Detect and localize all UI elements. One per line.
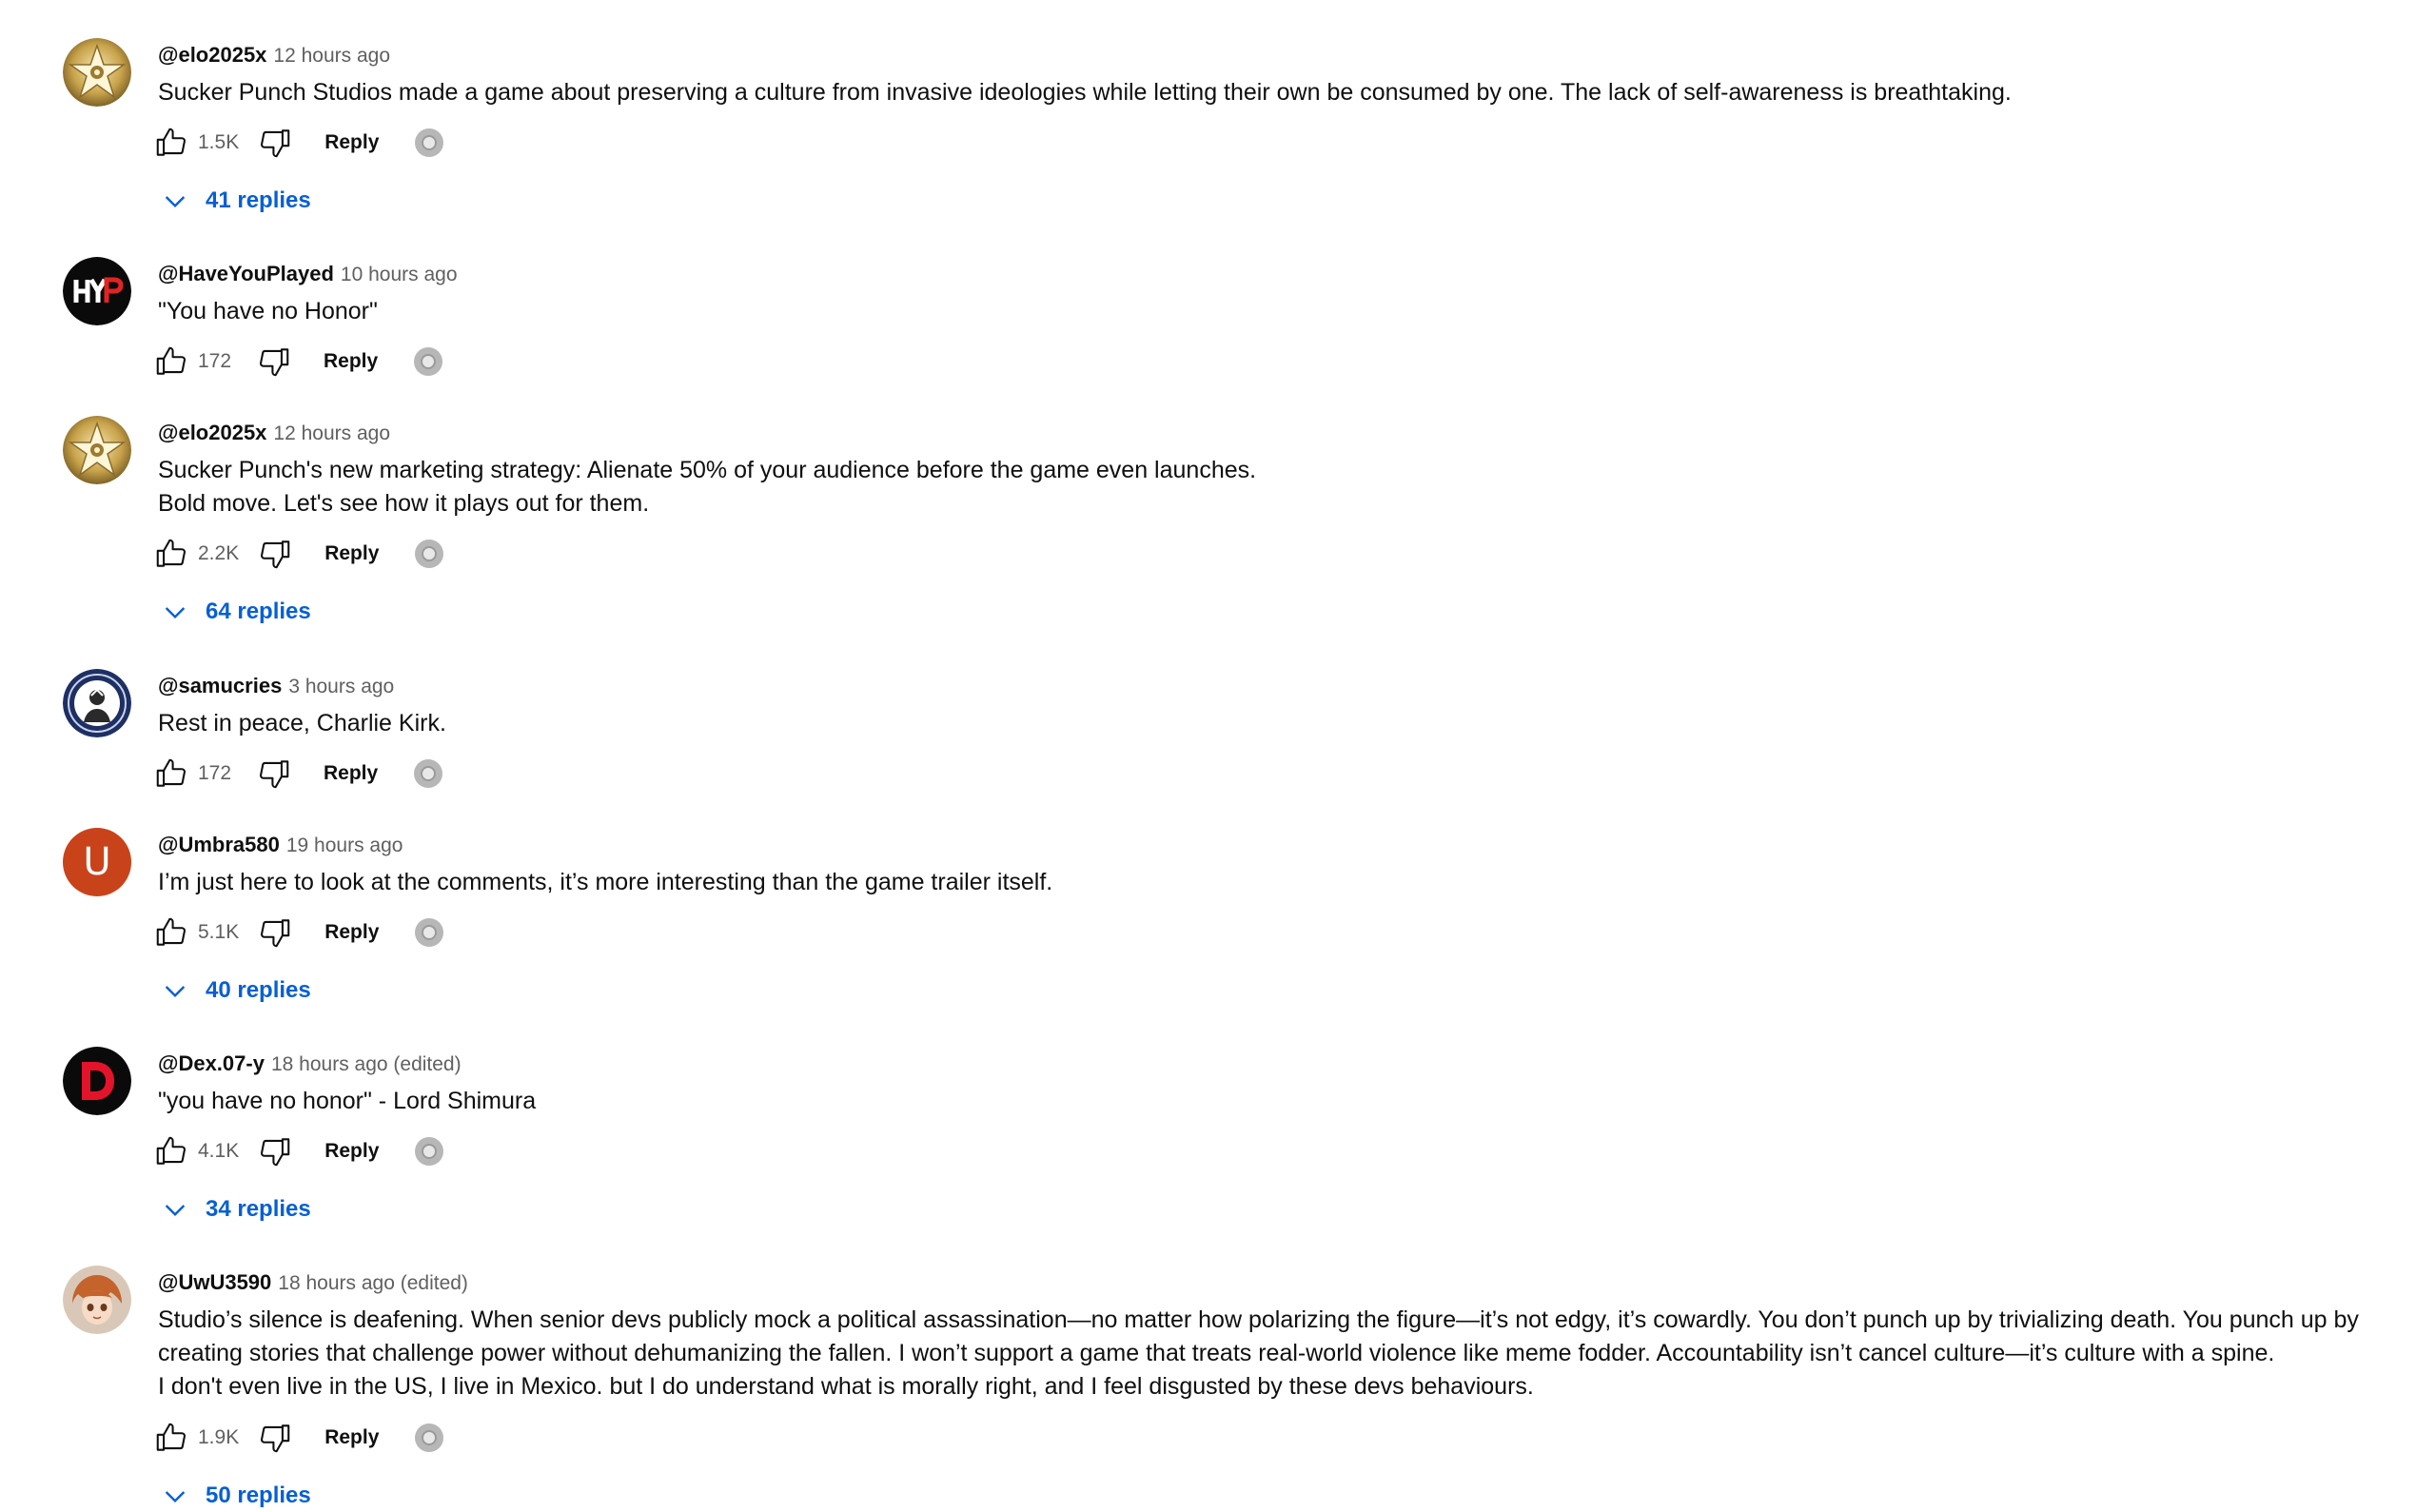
comment-text: [158, 1085, 2432, 1118]
comment-actions: [148, 338, 442, 385]
comment-author[interactable]: @Umbra580: [158, 833, 280, 856]
view-replies-button[interactable]: [160, 1477, 311, 1512]
blue-seal-portrait-icon: [63, 669, 131, 737]
thumb-down-icon: [257, 914, 293, 951]
dislike-button[interactable]: [252, 1129, 298, 1174]
creator-heart-icon: [415, 918, 443, 947]
comment-text-line: "You have no Honor": [158, 298, 378, 324]
like-button[interactable]: [148, 751, 194, 796]
comment-text-line: Sucker Punch Studios made a game about preserving a culture from invasive ideologies while letting their own be consumed by one. The lack of self-awareness is breathtaking.: [158, 79, 2012, 106]
comment-text-line: "you have no honor" - Lord Shimura: [158, 1088, 537, 1114]
creator-heart-icon: [415, 1137, 443, 1166]
view-replies-button[interactable]: [160, 182, 311, 220]
reply-button[interactable]: Reply: [324, 921, 380, 943]
like-button[interactable]: [148, 120, 194, 166]
thumb-up-icon: [153, 914, 189, 951]
like-count: 4.1K: [198, 1140, 240, 1162]
chevron-down-icon: [160, 975, 190, 1006]
chevron-down-icon: [160, 597, 190, 627]
comment-timestamp[interactable]: 10 hours ago: [340, 264, 458, 285]
comment-actions: [148, 750, 442, 797]
thumb-up-icon: [153, 344, 189, 380]
reply-button[interactable]: Reply: [324, 1140, 380, 1162]
dislike-button[interactable]: [252, 1415, 298, 1461]
creator-heart-icon: [415, 128, 443, 157]
dislike-button[interactable]: [252, 910, 298, 955]
avatar[interactable]: [63, 38, 131, 107]
avatar[interactable]: [63, 828, 131, 896]
replies-count: 64 replies: [206, 599, 311, 624]
thumb-down-icon: [257, 1420, 293, 1456]
comment-author[interactable]: @elo2025x: [158, 43, 267, 67]
comment-author[interactable]: @HaveYouPlayed: [158, 262, 334, 285]
reply-button[interactable]: Reply: [324, 542, 380, 564]
comment-text: [158, 1304, 2432, 1404]
comment-text: [158, 454, 2432, 520]
comment-timestamp[interactable]: 12 hours ago: [273, 422, 391, 444]
replies-count: 50 replies: [206, 1483, 311, 1508]
red-d-logo-icon: [63, 1047, 131, 1115]
comment-actions: [148, 1128, 443, 1175]
avatar[interactable]: [63, 416, 131, 484]
thumb-down-icon: [257, 1133, 293, 1169]
dislike-button[interactable]: [252, 120, 298, 166]
letter-avatar: U: [63, 828, 131, 896]
comment-actions: [148, 1414, 443, 1462]
dislike-button[interactable]: [252, 531, 298, 577]
comment-timestamp[interactable]: 18 hours ago (edited): [270, 1053, 462, 1075]
thumb-up-icon: [153, 1133, 189, 1169]
chevron-down-icon: [160, 186, 190, 216]
replies-count: 40 replies: [206, 977, 311, 1003]
avatar[interactable]: [63, 669, 131, 737]
like-count: 1.9K: [198, 1426, 240, 1448]
like-count: 172: [198, 350, 232, 372]
reply-button[interactable]: Reply: [324, 350, 379, 372]
reply-button[interactable]: Reply: [324, 762, 379, 784]
golden-star-emblem-icon: [63, 416, 131, 484]
comment-text: [158, 76, 2432, 109]
like-count: 2.2K: [198, 542, 240, 564]
comment-text-line: Sucker Punch's new marketing strategy: Alienate 50% of your audience before the game even launches.: [158, 457, 1257, 483]
comment-text: [158, 295, 2432, 328]
comment-timestamp[interactable]: 3 hours ago: [288, 676, 395, 697]
like-button[interactable]: [148, 910, 194, 955]
comment-actions: [148, 909, 443, 956]
creator-heart-icon: [414, 759, 442, 788]
creator-heart-icon: [415, 540, 443, 568]
avatar[interactable]: [63, 1047, 131, 1115]
thumb-down-icon: [256, 344, 292, 380]
thumb-up-icon: [153, 756, 189, 792]
thumb-up-icon: [153, 1420, 189, 1456]
replies-count: 41 replies: [206, 187, 311, 213]
reply-button[interactable]: Reply: [324, 1426, 380, 1448]
comment-author[interactable]: @Dex.07-y: [158, 1051, 265, 1075]
comment-timestamp[interactable]: 18 hours ago (edited): [278, 1272, 468, 1294]
hyp-logo-icon: [63, 257, 131, 325]
thumb-up-icon: [153, 536, 189, 572]
comment-author[interactable]: @elo2025x: [158, 421, 267, 444]
like-count: 5.1K: [198, 921, 240, 943]
comment-actions: [148, 530, 443, 578]
comment-timestamp[interactable]: 19 hours ago: [285, 835, 403, 856]
thumb-up-icon: [153, 125, 189, 161]
comment-author[interactable]: @UwU3590: [158, 1270, 272, 1294]
comment-text-line: Rest in peace, Charlie Kirk.: [158, 710, 446, 736]
replies-count: 34 replies: [206, 1196, 311, 1222]
comment-actions: [148, 119, 443, 167]
like-button[interactable]: [148, 1415, 194, 1461]
chevron-down-icon: [160, 1194, 190, 1225]
comment-text-line: I don't even live in the US, I live in Mexico. but I do understand what is morally right, and I feel disgusted by these devs behaviours.: [158, 1373, 1534, 1400]
golden-star-emblem-icon: [63, 38, 131, 107]
dislike-button[interactable]: [251, 339, 297, 384]
comment-author[interactable]: @samucries: [158, 674, 283, 697]
comment-text-line: Bold move. Let's see how it plays out for them.: [158, 490, 650, 517]
thumb-down-icon: [256, 756, 292, 792]
comment-text-line: Studio’s silence is deafening. When senior devs publicly mock a political assassination—no matter how polarizing the figure—it’s not edgy, it’s cowardly. You don’t punch up by trivializing death. You punch up by creating stories that challenge power without dehumanizing the fallen. I won’t support a game that treats real-world violence like meme fodder. Accountability isn’t cancel culture—it’s culture with a spine.: [158, 1306, 2366, 1366]
avatar[interactable]: [63, 1266, 131, 1334]
comment-text: [158, 707, 2432, 740]
view-replies-button[interactable]: [160, 972, 311, 1010]
comment-text-line: I’m just here to look at the comments, it’s more interesting than the game trailer itself.: [158, 869, 1053, 895]
reply-button[interactable]: Reply: [324, 131, 380, 153]
dislike-button[interactable]: [251, 751, 297, 796]
thumb-down-icon: [257, 125, 293, 161]
like-button[interactable]: [148, 339, 194, 384]
comment-timestamp[interactable]: 12 hours ago: [273, 45, 391, 67]
view-replies-button[interactable]: [160, 1190, 311, 1228]
like-button[interactable]: [148, 1129, 194, 1174]
anime-girl-portrait-icon: [63, 1266, 131, 1334]
creator-heart-icon: [415, 1424, 443, 1452]
chevron-down-icon: [160, 1481, 190, 1511]
view-replies-button[interactable]: [160, 593, 311, 631]
comment-text: [158, 866, 2432, 899]
thumb-down-icon: [257, 536, 293, 572]
like-button[interactable]: [148, 531, 194, 577]
like-count: 1.5K: [198, 131, 240, 153]
avatar[interactable]: [63, 257, 131, 325]
like-count: 172: [198, 762, 232, 784]
creator-heart-icon: [414, 347, 442, 376]
